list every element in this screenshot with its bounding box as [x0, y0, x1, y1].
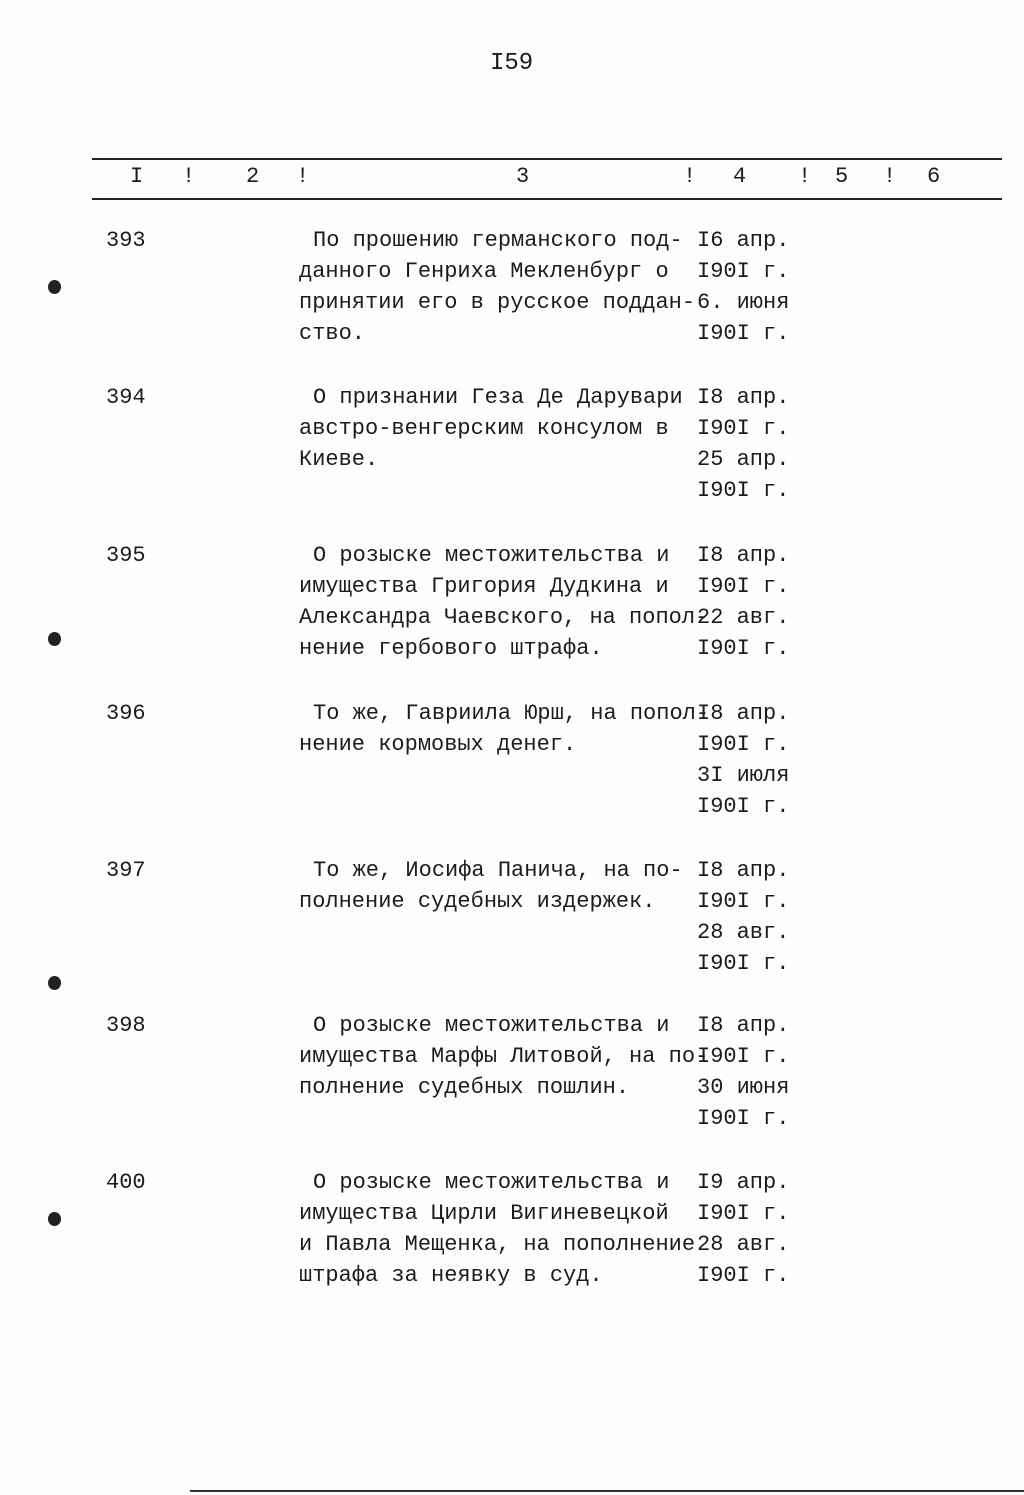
header-sep: !: [683, 164, 697, 189]
entry-number: 395: [106, 543, 146, 568]
table-header-rule: [92, 198, 1002, 200]
description-line: О розыске местожительства и: [313, 543, 670, 568]
entry-number: 398: [106, 1013, 146, 1038]
entry-description: [299, 855, 719, 917]
description-line: О признании Геза Де Дарувари: [313, 385, 683, 410]
entry-description: [299, 698, 719, 760]
header-col-5: 5: [835, 164, 849, 189]
date-line: 30 июня: [697, 1075, 790, 1100]
description-line: данного Генриха Мекленбург о: [299, 259, 669, 284]
entry: [0, 382, 1024, 532]
date-line: I8 апр.: [697, 1013, 790, 1038]
header-sep: !: [182, 164, 196, 189]
entry-number: 393: [106, 228, 146, 253]
date-line: 6. июня: [697, 290, 790, 315]
description-line: ство.: [299, 321, 366, 346]
punch-hole: [48, 632, 61, 646]
date-line: I90I г.: [697, 1106, 790, 1131]
date-line: I8 апр.: [697, 701, 790, 726]
date-line: I90I г.: [697, 321, 790, 346]
entry-dates: [697, 382, 817, 506]
header-col-4: 4: [733, 164, 747, 189]
entry-dates: [697, 540, 817, 664]
entry: [0, 540, 1024, 690]
description-line: По прошению германского под-: [313, 228, 683, 253]
description-line: То же, Иосифа Панича, на по-: [313, 858, 683, 883]
header-sep: !: [798, 164, 812, 189]
entry-description: [299, 540, 719, 664]
date-line: I6 апр.: [697, 228, 790, 253]
header-sep: !: [883, 164, 897, 189]
date-line: I90I г.: [697, 416, 790, 441]
header-col-1: I: [130, 164, 144, 189]
entry-description: [299, 382, 719, 475]
description-line: полнение судебных издержек.: [299, 889, 656, 914]
entry-description: [299, 225, 719, 349]
description-line: имущества Григория Дудкина и: [299, 574, 669, 599]
description-line: нение гербового штрафа.: [299, 636, 603, 661]
date-line: I90I г.: [697, 1201, 790, 1226]
date-line: I90I г.: [697, 259, 790, 284]
header-col-2: 2: [246, 164, 260, 189]
entry-number: 400: [106, 1170, 146, 1195]
date-line: 28 авг.: [697, 920, 790, 945]
table-top-rule: [92, 158, 1002, 160]
description-line: О розыске местожительства и: [313, 1013, 670, 1038]
entry-dates: [697, 855, 817, 979]
entry: [0, 1010, 1024, 1160]
date-line: I9 апр.: [697, 1170, 790, 1195]
punch-hole: [48, 1212, 61, 1226]
date-line: I90I г.: [697, 794, 790, 819]
entry: [0, 225, 1024, 375]
date-line: 28 авг.: [697, 1232, 790, 1257]
entry-number: 396: [106, 701, 146, 726]
description-line: О розыске местожительства и: [313, 1170, 670, 1195]
description-line: То же, Гавриила Юрш, на попол-: [313, 701, 710, 726]
date-line: I90I г.: [697, 1263, 790, 1288]
header-sep: !: [296, 164, 310, 189]
date-line: I90I г.: [697, 1044, 790, 1069]
header-col-3: 3: [516, 164, 530, 189]
bottom-edge: [190, 1490, 1024, 1492]
description-line: штрафа за неявку в суд.: [299, 1263, 603, 1288]
entry-description: [299, 1167, 719, 1291]
description-line: имущества Цирли Вигиневецкой: [299, 1201, 669, 1226]
description-line: Александра Чаевского, на попол-: [299, 605, 709, 630]
description-line: австро-венгерским консулом в: [299, 416, 669, 441]
date-line: 22 авг.: [697, 605, 790, 630]
date-line: I90I г.: [697, 889, 790, 914]
punch-hole: [48, 280, 61, 294]
date-line: I90I г.: [697, 574, 790, 599]
date-line: I8 апр.: [697, 858, 790, 883]
date-line: I90I г.: [697, 951, 790, 976]
entry-description: [299, 1010, 719, 1103]
date-line: 25 апр.: [697, 447, 790, 472]
description-line: полнение судебных пошлин.: [299, 1075, 630, 1100]
header-col-6: 6: [927, 164, 941, 189]
entry-number: 394: [106, 385, 146, 410]
date-line: I90I г.: [697, 732, 790, 757]
entry-dates: [697, 698, 817, 822]
entry: [0, 1167, 1024, 1317]
date-line: I90I г.: [697, 636, 790, 661]
entry: [0, 698, 1024, 848]
description-line: принятии его в русское поддан-: [299, 290, 696, 315]
entry: [0, 855, 1024, 1005]
entry-dates: [697, 1167, 817, 1291]
description-line: и Павла Мещенка, на пополнение: [299, 1232, 696, 1257]
date-line: 3I июля: [697, 763, 790, 788]
description-line: имущества Марфы Литовой, на по-: [299, 1044, 709, 1069]
date-line: I8 апр.: [697, 543, 790, 568]
entry-number: 397: [106, 858, 146, 883]
entry-dates: [697, 1010, 817, 1134]
date-line: I8 апр.: [697, 385, 790, 410]
entry-dates: [697, 225, 817, 349]
punch-hole: [48, 976, 61, 990]
description-line: нение кормовых денег.: [299, 732, 577, 757]
date-line: I90I г.: [697, 478, 790, 503]
page-number: I59: [490, 50, 534, 77]
description-line: Киеве.: [299, 447, 379, 472]
